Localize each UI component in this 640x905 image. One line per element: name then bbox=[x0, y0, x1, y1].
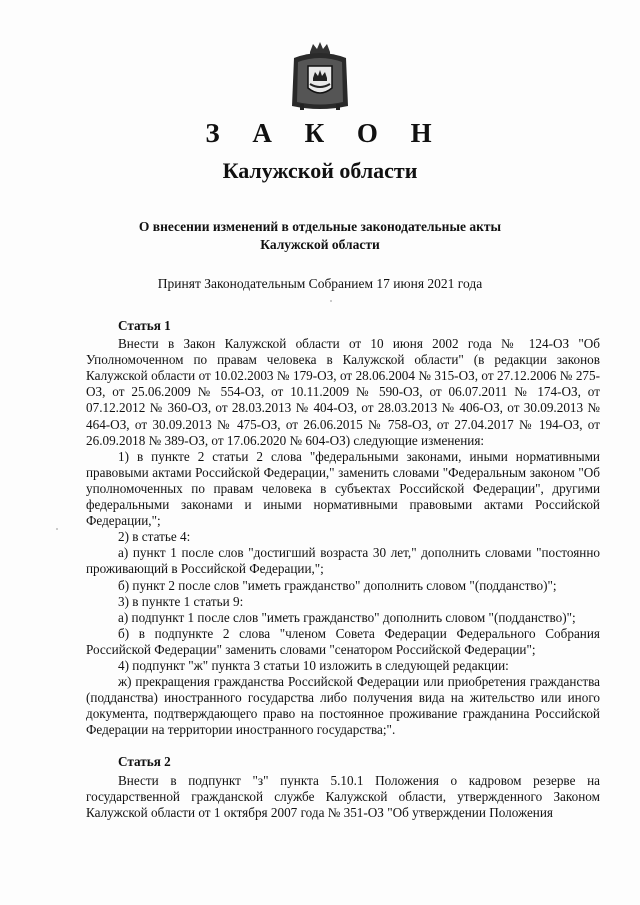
section-spacer bbox=[86, 738, 600, 754]
coat-of-arms-icon bbox=[286, 40, 354, 112]
article-2-heading: Статья 2 bbox=[118, 754, 171, 770]
article-1-paragraph: 1) в пункте 2 статьи 2 слова "федеральными законами, иными нормативными правовыми актами Российской Федерации," заменить словами "Федеральным законом "Об уполномоченных по правам человека в субъектах Российской Федерации", другими федеральными законами и иными нормативными правовыми актами Российской Федерации,"; bbox=[86, 448, 600, 529]
article-1-paragraph: б) пункт 2 после слов "иметь гражданство" дополнить словом "(подданство)"; bbox=[118, 577, 557, 593]
scan-speck bbox=[330, 300, 332, 302]
law-body bbox=[86, 318, 600, 821]
article-1-paragraph: 2) в статье 4: bbox=[118, 529, 191, 545]
region-title: Калужской области bbox=[222, 158, 418, 183]
law-subject bbox=[0, 218, 640, 254]
law-title: З А К О Н bbox=[205, 118, 445, 148]
article-1-paragraph: 4) подпункт "ж" пункта 3 статьи 10 изложить в следующей редакции: bbox=[118, 657, 509, 673]
law-subject-line-1: О внесении изменений в отдельные законодательные акты bbox=[138, 219, 502, 234]
law-subject-line-2: Калужской области bbox=[260, 237, 380, 252]
article-1-paragraph: а) подпункт 1 после слов "иметь гражданство" дополнить словом "(подданство)"; bbox=[118, 609, 576, 625]
article-1-paragraph: а) пункт 1 после слов "достигший возраста 30 лет," дополнить словами "постоянно проживающий в Российской Федерации,"; bbox=[86, 545, 600, 577]
article-1-paragraph: б) в подпункте 2 слова "членом Совета Федерации Федерального Собрания Российской Федерации" заменить словами "сенатором Российской Федерации"; bbox=[86, 625, 600, 657]
article-1-paragraph: ж) прекращения гражданства Российской Федерации или приобретения гражданства (подданства) иностранного государства либо получения вида на жительство или иного документа, подтверждающего право на постоянное проживание гражданина Российской Федерации на территории иностранного государства;". bbox=[86, 674, 600, 738]
adoption-date: Принят Законодательным Собранием 17 июня 2021 года bbox=[157, 276, 483, 291]
article-2-paragraph: Внести в подпункт "з" пункта 5.10.1 Положения о кадровом резерве на государственной гражданской службе Калужской области, утвержденного Законом Калужской области от 1 октября 2007 года № 351-ОЗ "Об утверждении Положения bbox=[86, 772, 600, 820]
article-1-paragraph: 3) в пункте 1 статьи 9: bbox=[118, 593, 244, 609]
scan-speck bbox=[56, 528, 58, 530]
article-1-paragraph: Внести в Закон Калужской области от 10 июня 2002 года № 124-ОЗ "Об Уполномоченном по правам человека в Калужской области" (в редакции законов Калужской области от 10.02.2003 № 179-ОЗ, от 28.06.2004 № 315-ОЗ, от 27.12.2006 № 275-ОЗ, от 25.06.2009 № 554-ОЗ, от 10.11.2009 № 590-ОЗ, от 06.07.2011 № 174-ОЗ, от 07.12.2012 № 360-ОЗ, от 28.03.2013 № 404-ОЗ, от 28.03.2013 № 406-ОЗ, от 30.09.2013 № 464-ОЗ, от 30.09.2013 № 475-ОЗ, от 26.06.2015 № 758-ОЗ, от 27.04.2017 № 194-ОЗ, от 26.09.2018 № 389-ОЗ, от 17.06.2020 № 604-ОЗ) следующие изменения: bbox=[86, 336, 600, 448]
article-1-heading: Статья 1 bbox=[118, 318, 171, 333]
